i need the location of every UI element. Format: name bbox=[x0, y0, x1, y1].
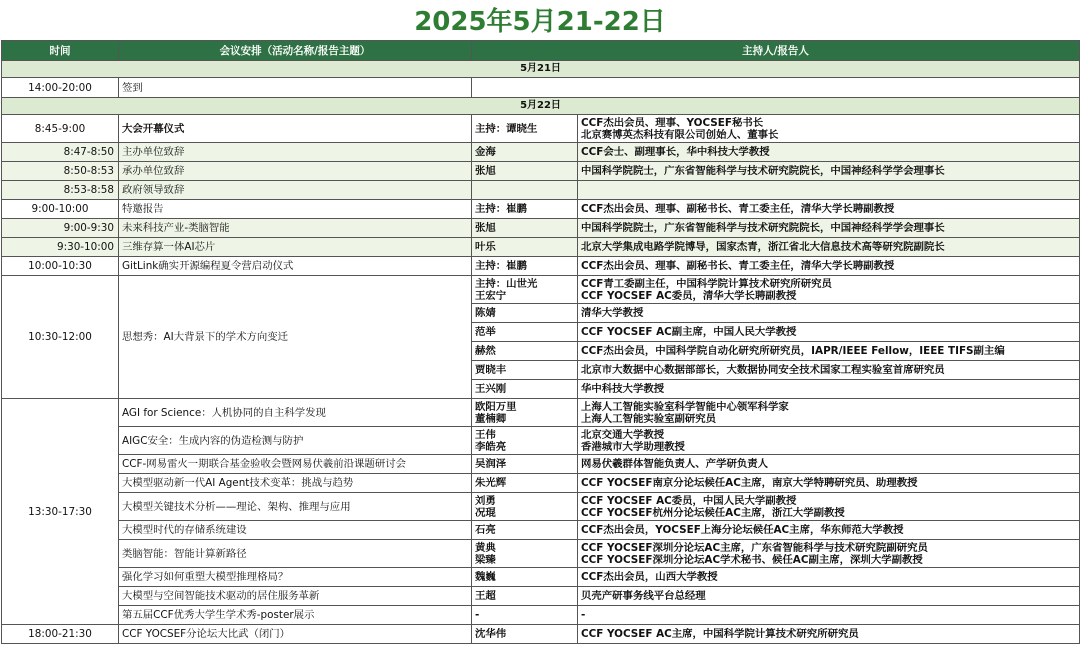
host-cell bbox=[472, 568, 578, 587]
table-row bbox=[2, 625, 1080, 644]
info-cell-line: CCF杰出会员，YOCSEF上海分论坛候任AC主席，华东师范大学教授 bbox=[581, 524, 904, 536]
host-cell: 主持：谭晓生 bbox=[472, 115, 578, 143]
host-cell-line: 董楠卿 bbox=[475, 412, 507, 425]
header-time: 时间 bbox=[2, 41, 119, 61]
activity-cell: 大会开幕仪式 bbox=[119, 115, 472, 143]
host-cell: 主持：崔鹏 bbox=[472, 257, 578, 276]
time-cell: 10:00-10:30 bbox=[2, 257, 119, 276]
info-cell bbox=[578, 455, 1080, 474]
host-cell-line: 朱光辉 bbox=[475, 477, 507, 489]
time-cell: 9:30-10:00 bbox=[2, 238, 119, 257]
info-cell bbox=[578, 427, 1080, 455]
info-cell-line: 北京交通大学教授 bbox=[581, 428, 665, 441]
table-row bbox=[2, 115, 1080, 143]
activity-cell: AIGC安全：生成内容的伪造检测与防护 bbox=[119, 427, 472, 455]
info-cell bbox=[578, 323, 1080, 342]
activity-cell: 大模型时代的存储系统建设 bbox=[119, 521, 472, 540]
table-row bbox=[2, 78, 1080, 98]
info-cell-line: CCF YOCSEF深圳分论坛AC主席，广东省智能科学与技术研究院副研究员 bbox=[581, 541, 928, 554]
host-cell bbox=[472, 540, 578, 568]
info-cell: CCF杰出会员、理事、副秘书长、青工委主任，清华大学长聘副教授 bbox=[578, 200, 1080, 219]
host-cell: 沈华伟 bbox=[472, 625, 578, 644]
empty-cell bbox=[472, 78, 1080, 98]
host-cell-line: 李皓亮 bbox=[475, 440, 507, 453]
info-cell bbox=[578, 474, 1080, 493]
table-row bbox=[2, 200, 1080, 219]
info-cell-line: 上海人工智能实验室科学智能中心领军科学家 bbox=[581, 400, 789, 413]
time-cell: 8:45-9:00 bbox=[2, 115, 119, 143]
info-cell: 中国科学院院士，广东省智能科学与技术研究院院长，中国神经科学学会理事长 bbox=[578, 162, 1080, 181]
host-cell-line: 范举 bbox=[475, 326, 496, 338]
info-cell-line: CCF青工委副主任，中国科学院计算技术研究所研究员 bbox=[581, 277, 832, 290]
host-cell-line: 欧阳万里 bbox=[475, 400, 517, 413]
table-row bbox=[2, 276, 1080, 304]
info-cell bbox=[578, 606, 1080, 625]
info-cell-line: 北京赛博英杰科技有限公司创始人、董事长 bbox=[581, 128, 779, 141]
info-cell: CCF杰出会员、理事、副秘书长、青工委主任，清华大学长聘副教授 bbox=[578, 257, 1080, 276]
info-cell-line: 上海人工智能实验室副研究员 bbox=[581, 412, 717, 425]
host-cell bbox=[472, 399, 578, 427]
activity-cell: 第五届CCF优秀大学生学术秀-poster展示 bbox=[119, 606, 472, 625]
host-cell bbox=[472, 380, 578, 399]
activity-cell: 类脑智能：智能计算新路径 bbox=[119, 540, 472, 568]
info-cell bbox=[578, 304, 1080, 323]
info-cell-line: 清华大学教授 bbox=[581, 307, 644, 319]
time-cell: 13:30-17:30 bbox=[2, 399, 119, 625]
info-cell bbox=[578, 342, 1080, 361]
activity-cell: AGI for Science：人机协同的自主科学发现 bbox=[119, 399, 472, 427]
day-header-row bbox=[2, 98, 1080, 115]
host-cell-line: 王伟 bbox=[475, 428, 496, 441]
day-header-row bbox=[2, 61, 1080, 78]
time-cell: 18:00-21:30 bbox=[2, 625, 119, 644]
info-cell-line: 网易伏羲群体智能负责人、产学研负责人 bbox=[581, 458, 769, 470]
activity-cell: 思想秀：AI大背景下的学术方向变迁 bbox=[119, 276, 472, 399]
host-cell-line: 王超 bbox=[475, 590, 496, 602]
activity-cell: GitLink确实开源编程夏令营启动仪式 bbox=[119, 257, 472, 276]
info-cell-line: CCF YOCSEF AC副主席，中国人民大学教授 bbox=[581, 326, 797, 338]
table-row bbox=[2, 181, 1080, 200]
info-cell-line: CCF杰出会员、理事、YOCSEF秘书长 bbox=[581, 116, 764, 129]
activity-cell: 主办单位致辞 bbox=[119, 143, 472, 162]
table-row bbox=[2, 238, 1080, 257]
host-cell-line: 王兴刚 bbox=[475, 383, 507, 395]
table-row bbox=[2, 219, 1080, 238]
info-cell bbox=[578, 521, 1080, 540]
host-cell-line: 主持：山世光 bbox=[475, 277, 538, 290]
table-row bbox=[2, 474, 1080, 493]
host-cell bbox=[472, 323, 578, 342]
activity-cell: CCF YOCSEF分论坛大比武（闭门） bbox=[119, 625, 472, 644]
host-cell bbox=[472, 181, 578, 200]
info-cell-line: CCF YOCSEF AC委员，中国人民大学副教授 bbox=[581, 494, 797, 507]
table-row bbox=[2, 587, 1080, 606]
info-cell: 中国科学院院士，广东省智能科学与技术研究院院长，中国神经科学学会理事长 bbox=[578, 219, 1080, 238]
host-cell: 金海 bbox=[472, 143, 578, 162]
activity-cell: 强化学习如何重塑大模型推理格局？ bbox=[119, 568, 472, 587]
activity-cell: 承办单位致辞 bbox=[119, 162, 472, 181]
host-cell-line: 吴润泽 bbox=[475, 458, 507, 470]
header-activity: 会议安排（活动名称/报告主题） bbox=[119, 41, 472, 61]
host-cell-line: 赫然 bbox=[475, 345, 496, 357]
info-cell-line: CCF杰出会员，中国科学院自动化研究所研究员，IAPR/IEEE Fellow，IEEE TIFS副主编 bbox=[581, 345, 1005, 357]
time-cell: 8:47-8:50 bbox=[2, 143, 119, 162]
table-row bbox=[2, 143, 1080, 162]
host-cell-line: 陈婧 bbox=[475, 307, 496, 319]
header-host: 主持人/报告人 bbox=[472, 41, 1080, 61]
activity-cell: 政府领导致辞 bbox=[119, 181, 472, 200]
info-cell-line: CCF YOCSEF杭州分论坛候任AC主席，浙江大学副教授 bbox=[581, 506, 845, 519]
table-row bbox=[2, 493, 1080, 521]
info-cell: CCF会士、副理事长，华中科技大学教授 bbox=[578, 143, 1080, 162]
host-cell bbox=[472, 587, 578, 606]
host-cell bbox=[472, 276, 578, 304]
activity-cell: 大模型驱动新一代AI Agent技术变革：挑战与趋势 bbox=[119, 474, 472, 493]
info-cell bbox=[578, 399, 1080, 427]
activity-cell: CCF-网易雷火一期联合基金验收会暨网易伏羲前沿课题研讨会 bbox=[119, 455, 472, 474]
table-row bbox=[2, 257, 1080, 276]
activity-cell: 大模型关键技术分析——理论、架构、推理与应用 bbox=[119, 493, 472, 521]
host-cell-line: 王宏宁 bbox=[475, 289, 507, 302]
host-cell bbox=[472, 521, 578, 540]
info-cell-line: 北京市大数据中心数据部部长，大数据协同安全技术国家工程实验室首席研究员 bbox=[581, 364, 945, 376]
host-cell-line: 刘勇 bbox=[475, 494, 496, 507]
time-cell: 8:50-8:53 bbox=[2, 162, 119, 181]
activity-cell: 特邀报告 bbox=[119, 200, 472, 219]
info-cell bbox=[578, 380, 1080, 399]
info-cell-line: - bbox=[581, 609, 586, 621]
table-header-row bbox=[2, 41, 1080, 61]
host-cell-line: 贾晓丰 bbox=[475, 364, 507, 376]
host-cell bbox=[472, 342, 578, 361]
info-cell bbox=[578, 361, 1080, 380]
schedule-table bbox=[1, 40, 1080, 644]
table-row bbox=[2, 540, 1080, 568]
activity-cell: 签到 bbox=[119, 78, 472, 98]
host-cell-line: 石亮 bbox=[475, 524, 496, 536]
page-title: 2025年5月21-22日 bbox=[414, 7, 666, 37]
host-cell: 主持：崔鹏 bbox=[472, 200, 578, 219]
info-cell bbox=[578, 587, 1080, 606]
table-row bbox=[2, 455, 1080, 474]
activity-cell: 三维存算一体AI芯片 bbox=[119, 238, 472, 257]
table-row bbox=[2, 427, 1080, 455]
info-cell-line: 香港城市大学助理教授 bbox=[581, 440, 685, 453]
info-cell-line: CCF YOCSEF南京分论坛候任AC主席，南京大学特聘研究员、助理教授 bbox=[581, 477, 918, 489]
info-cell-line: CCF YOCSEF AC委员，清华大学长聘副教授 bbox=[581, 289, 797, 302]
host-cell-line: 黄典 bbox=[475, 541, 496, 554]
time-cell: 8:53-8:58 bbox=[2, 181, 119, 200]
time-cell: 9:00-9:30 bbox=[2, 219, 119, 238]
time-cell: 10:30-12:00 bbox=[2, 276, 119, 399]
day-label: 5月22日 bbox=[2, 98, 1080, 115]
info-cell-line: 华中科技大学教授 bbox=[581, 383, 665, 395]
info-cell: CCF YOCSEF AC主席，中国科学院计算技术研究所研究员 bbox=[578, 625, 1080, 644]
info-cell-line: CCF杰出会员，山西大学教授 bbox=[581, 571, 718, 583]
info-cell bbox=[578, 181, 1080, 200]
time-cell: 14:00-20:00 bbox=[2, 78, 119, 98]
info-cell bbox=[578, 493, 1080, 521]
info-cell-line: 贝壳产研事务线平台总经理 bbox=[581, 590, 706, 602]
host-cell: 张旭 bbox=[472, 219, 578, 238]
time-cell: 9:00-10:00 bbox=[2, 200, 119, 219]
host-cell bbox=[472, 361, 578, 380]
host-cell bbox=[472, 304, 578, 323]
info-cell bbox=[578, 568, 1080, 587]
host-cell-line: 魏巍 bbox=[475, 571, 496, 583]
info-cell bbox=[578, 276, 1080, 304]
table-row bbox=[2, 399, 1080, 427]
host-cell: 张旭 bbox=[472, 162, 578, 181]
info-cell: 北京大学集成电路学院博导，国家杰青，浙江省北大信息技术高等研究院副院长 bbox=[578, 238, 1080, 257]
info-cell-line: CCF YOCSEF深圳分论坛AC学术秘书、候任AC副主席，深圳大学副教授 bbox=[581, 553, 923, 566]
host-cell-line: - bbox=[475, 609, 480, 621]
host-cell bbox=[472, 606, 578, 625]
activity-cell: 未来科技产业-类脑智能 bbox=[119, 219, 472, 238]
host-cell-line: 梁臻 bbox=[475, 553, 496, 566]
table-row bbox=[2, 606, 1080, 625]
host-cell bbox=[472, 493, 578, 521]
host-cell bbox=[472, 474, 578, 493]
activity-cell: 大模型与空间智能技术驱动的居住服务革新 bbox=[119, 587, 472, 606]
info-cell bbox=[578, 115, 1080, 143]
host-cell bbox=[472, 455, 578, 474]
info-cell bbox=[578, 540, 1080, 568]
day-label: 5月21日 bbox=[2, 61, 1080, 78]
host-cell-line: 况琨 bbox=[475, 506, 496, 519]
table-row bbox=[2, 521, 1080, 540]
table-row bbox=[2, 162, 1080, 181]
host-cell bbox=[472, 427, 578, 455]
host-cell: 叶乐 bbox=[472, 238, 578, 257]
table-row bbox=[2, 568, 1080, 587]
